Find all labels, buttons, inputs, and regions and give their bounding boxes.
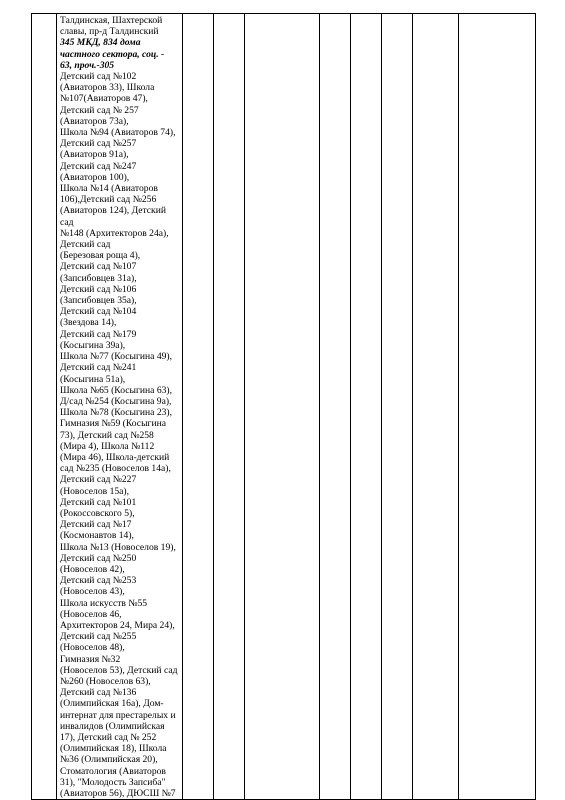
table-cell-number xyxy=(32,14,57,800)
streets-text: Талдинская, Шахтерской славы, пр-д Талдинский xyxy=(60,15,163,38)
table-cell-address xyxy=(57,14,183,800)
table-cell-empty xyxy=(413,14,459,800)
table-cell-empty xyxy=(245,14,320,800)
document-table xyxy=(31,13,536,800)
table-cell-empty xyxy=(382,14,413,800)
table-cell-empty xyxy=(351,14,382,800)
table-cell-empty xyxy=(320,14,351,800)
table-row xyxy=(32,14,536,800)
table-cell-empty xyxy=(214,14,245,800)
table-cell-empty xyxy=(459,14,536,800)
summary-text: 345 МКД, 834 дома частного сектора, соц. - 63, проч.-305 xyxy=(60,37,165,71)
table-cell-empty xyxy=(183,14,214,800)
objects-list-text: Детский сад №102 (Авиаторов 33), Школа №107(Авиаторов 47), Детский сад № 257 (Авиаторов 73а), Школа №94 (Авиаторов 74), Детский сад №257 (Авиаторов 91а), Детский сад №247 (Авиаторов 100), Школа №14 (Авиаторов 106),Детский сад №256 (Авиаторов 124), Детский сад №148 (Архитекторов 24а), Детский сад (Березовая роща 4), Детский сад №107 (Запсибовцев 31а), Детский сад №106 (Запсибовцев 35а), Детский сад №104 (Звездова 14), Детский сад №179 (Косыгина 39а), Школа №77 (Косыгина 49), Детский сад №241 (Косыгина 51а), Школа №65 (Косыгина 63), Д/сад №254 (Косыгина 9а), Школа №78 (Косыгина 23), Гимназия №59 (Косыгина 73), Детский сад №258 (Мира 4), Школа №112 (Мира 46), Школа-детский сад №235 (Новоселов 14а), Детский сад №227 (Новоселов 15а), Детский сад №101 (Рокоссовского 5), Детский сад №17 (Космонавтов 14), Школа №13 (Новоселов 19), Детский сад №250 (Новоселов 42), Детский сад №253 (Новоселов 43), Школа искусств №55 (Новоселов 46, Архитекторов 24, Мира 24), Детский сад №255 (Новоселов 48), Гимназия №32 (Новоселов 53), Детский сад №260 (Новоселов 63), Детский сад №136 (Олимпийская 16а), Дом- интернат для престарелых и инвалидов (Олимпийская 17), Детский сад № 252 (Олимпийская 18), Школа №36 (Олимпийская 20), Стоматология (Авиаторов 31), "Молодость Запсиба" (Авиаторов 56), ДЮСШ №7 xyxy=(60,71,178,800)
